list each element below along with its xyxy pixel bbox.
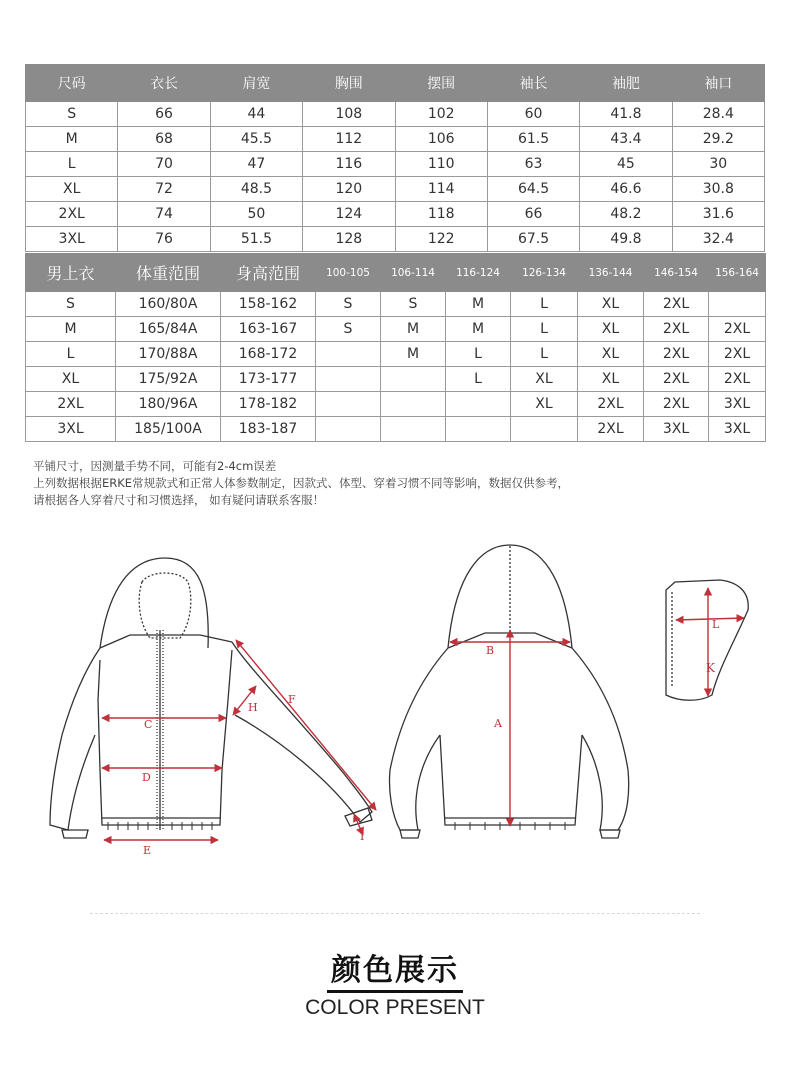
label-f: F <box>288 693 296 706</box>
value-cell: 124 <box>303 202 395 227</box>
value-cell: M <box>381 317 446 342</box>
value-cell: 60 <box>487 102 579 127</box>
value-cell: 116 <box>303 152 395 177</box>
value-cell: 102 <box>395 102 487 127</box>
value-cell: 66 <box>487 202 579 227</box>
color-section-title: 颜色展示 <box>0 945 790 989</box>
value-cell: 32.4 <box>672 227 764 252</box>
fit-chart-row <box>26 417 766 442</box>
value-cell: 28.4 <box>672 102 764 127</box>
value-cell <box>709 292 766 317</box>
cuff-col-header: 袖口 <box>672 65 764 102</box>
value-cell <box>446 417 511 442</box>
value-cell: 110 <box>395 152 487 177</box>
value-cell: 2XL <box>644 342 709 367</box>
value-cell: S <box>381 292 446 317</box>
value-cell: 158-162 <box>221 292 316 317</box>
label-k: K <box>706 661 715 675</box>
value-cell: M <box>446 317 511 342</box>
value-cell: 128 <box>303 227 395 252</box>
value-cell: 183-187 <box>221 417 316 442</box>
value-cell: M <box>446 292 511 317</box>
fit-chart-row <box>26 317 766 342</box>
value-cell: 76 <box>118 227 210 252</box>
value-cell: 72 <box>118 177 210 202</box>
label-i: I <box>360 830 365 843</box>
value-cell: 74 <box>118 202 210 227</box>
value-cell: 3XL <box>644 417 709 442</box>
value-cell: 106 <box>395 127 487 152</box>
size-chart-row <box>26 127 765 152</box>
sleeve-width-col-header: 袖肥 <box>580 65 672 102</box>
value-cell: 168-172 <box>221 342 316 367</box>
value-cell: 2XL <box>578 392 644 417</box>
size-label-cell: XL <box>26 367 116 392</box>
value-cell <box>381 417 446 442</box>
value-cell: 3XL <box>709 417 766 442</box>
size-label-cell: 2XL <box>26 392 116 417</box>
value-cell: 114 <box>395 177 487 202</box>
value-cell: 120 <box>303 177 395 202</box>
label-h: H <box>248 701 258 714</box>
value-cell: 3XL <box>709 392 766 417</box>
value-cell: 43.4 <box>580 127 672 152</box>
fit-recommendation-table <box>25 253 766 442</box>
sleeve-length-col-header: 袖长 <box>487 65 579 102</box>
length-col-header: 衣长 <box>118 65 210 102</box>
value-cell: 165/84A <box>116 317 221 342</box>
size-label-cell: L <box>26 342 116 367</box>
value-cell: 51.5 <box>210 227 302 252</box>
weight-bracket-header: 136-144 <box>578 254 644 292</box>
value-cell <box>316 417 381 442</box>
size-label-cell: L <box>26 152 118 177</box>
value-cell: 46.6 <box>580 177 672 202</box>
measurement-notes <box>33 458 569 509</box>
weight-bracket-header: 156-164 <box>709 254 766 292</box>
fit-chart-row <box>26 342 766 367</box>
value-cell: 30.8 <box>672 177 764 202</box>
weight-bracket-header: 146-154 <box>644 254 709 292</box>
value-cell: 48.5 <box>210 177 302 202</box>
size-col-header: 尺码 <box>26 65 118 102</box>
color-section-subtitle: COLOR PRESENT <box>305 996 485 1019</box>
front-jacket-outline <box>50 558 372 838</box>
chest-col-header: 胸围 <box>303 65 395 102</box>
value-cell: 163-167 <box>221 317 316 342</box>
value-cell: L <box>446 342 511 367</box>
value-cell: 66 <box>118 102 210 127</box>
value-cell: S <box>316 317 381 342</box>
value-cell: 49.8 <box>580 227 672 252</box>
value-cell: 160/80A <box>116 292 221 317</box>
size-label-cell: 2XL <box>26 202 118 227</box>
value-cell: 48.2 <box>580 202 672 227</box>
value-cell <box>511 417 578 442</box>
label-b: B <box>486 644 495 657</box>
value-cell <box>316 342 381 367</box>
weight-bracket-header: 100-105 <box>316 254 381 292</box>
weight-bracket-header: 126-134 <box>511 254 578 292</box>
value-cell <box>381 367 446 392</box>
value-cell: 61.5 <box>487 127 579 152</box>
measure-line-l <box>676 618 744 620</box>
hem-col-header: 摆围 <box>395 65 487 102</box>
value-cell: 180/96A <box>116 392 221 417</box>
height-range-col-header: 身高范围 <box>221 254 316 292</box>
value-cell: XL <box>578 317 644 342</box>
value-cell: 2XL <box>644 392 709 417</box>
value-cell <box>381 392 446 417</box>
value-cell: 175/92A <box>116 367 221 392</box>
section-divider <box>90 913 700 914</box>
label-l: L <box>712 618 720 631</box>
weight-bracket-header: 106-114 <box>381 254 446 292</box>
size-chart-header-row <box>26 65 765 102</box>
value-cell: 112 <box>303 127 395 152</box>
value-cell: 2XL <box>709 317 766 342</box>
fit-chart-header-row <box>26 254 766 292</box>
size-label-cell: M <box>26 317 116 342</box>
value-cell: 41.8 <box>580 102 672 127</box>
size-chart-row <box>26 177 765 202</box>
value-cell <box>316 392 381 417</box>
value-cell: 30 <box>672 152 764 177</box>
weight-bracket-header: 116-124 <box>446 254 511 292</box>
value-cell: 2XL <box>644 292 709 317</box>
size-label-cell: M <box>26 127 118 152</box>
size-label-cell: S <box>26 292 116 317</box>
value-cell: S <box>316 292 381 317</box>
value-cell: 64.5 <box>487 177 579 202</box>
size-label-cell: S <box>26 102 118 127</box>
value-cell: 44 <box>210 102 302 127</box>
size-label-cell: 3XL <box>26 227 118 252</box>
size-chart-table <box>25 64 765 252</box>
label-c: C <box>144 718 153 731</box>
fit-chart-row <box>26 367 766 392</box>
value-cell: 108 <box>303 102 395 127</box>
label-d: D <box>142 771 151 784</box>
value-cell: 31.6 <box>672 202 764 227</box>
value-cell: L <box>511 292 578 317</box>
value-cell: 63 <box>487 152 579 177</box>
measurement-diagram <box>0 530 790 870</box>
size-label-cell: XL <box>26 177 118 202</box>
hood-detail-outline <box>666 580 748 700</box>
shoulder-col-header: 肩宽 <box>210 65 302 102</box>
value-cell: XL <box>578 292 644 317</box>
size-chart-row <box>26 102 765 127</box>
note-line: 上列数据根据ERKE常规款式和正常人体参数制定，因款式、体型、穿着习惯不同等影响，数据仅供参考， <box>33 476 570 490</box>
value-cell: 173-177 <box>221 367 316 392</box>
value-cell: 170/88A <box>116 342 221 367</box>
mens-top-col-header: 男上衣 <box>26 254 116 292</box>
value-cell: 70 <box>118 152 210 177</box>
value-cell: L <box>511 317 578 342</box>
value-cell: L <box>446 367 511 392</box>
note-line: 请根据各人穿着尺寸和习惯选择， 如有疑问请联系客服！ <box>33 493 325 507</box>
value-cell: 29.2 <box>672 127 764 152</box>
value-cell: 2XL <box>709 367 766 392</box>
value-cell: XL <box>578 342 644 367</box>
value-cell: XL <box>511 392 578 417</box>
back-jacket-outline <box>389 545 628 838</box>
value-cell: 45.5 <box>210 127 302 152</box>
value-cell: 2XL <box>644 367 709 392</box>
value-cell: XL <box>511 367 578 392</box>
value-cell: 122 <box>395 227 487 252</box>
value-cell: 67.5 <box>487 227 579 252</box>
value-cell: M <box>381 342 446 367</box>
size-chart-row <box>26 152 765 177</box>
label-e: E <box>143 844 152 857</box>
size-chart-row <box>26 202 765 227</box>
fit-chart-row <box>26 392 766 417</box>
value-cell: 45 <box>580 152 672 177</box>
value-cell: 2XL <box>709 342 766 367</box>
measure-line-f <box>236 640 376 810</box>
value-cell: XL <box>578 367 644 392</box>
note-line: 平铺尺寸，因测量手势不同，可能有2-4cm误差 <box>33 459 277 473</box>
value-cell: 47 <box>210 152 302 177</box>
value-cell: 68 <box>118 127 210 152</box>
value-cell: L <box>511 342 578 367</box>
size-label-cell: 3XL <box>26 417 116 442</box>
label-a: A <box>494 717 502 730</box>
fit-chart-row <box>26 292 766 317</box>
value-cell: 2XL <box>644 317 709 342</box>
value-cell: 2XL <box>578 417 644 442</box>
value-cell: 118 <box>395 202 487 227</box>
value-cell: 185/100A <box>116 417 221 442</box>
size-chart-row <box>26 227 765 252</box>
value-cell: 50 <box>210 202 302 227</box>
value-cell <box>446 392 511 417</box>
weight-range-col-header: 体重范围 <box>116 254 221 292</box>
value-cell: 178-182 <box>221 392 316 417</box>
value-cell <box>316 367 381 392</box>
